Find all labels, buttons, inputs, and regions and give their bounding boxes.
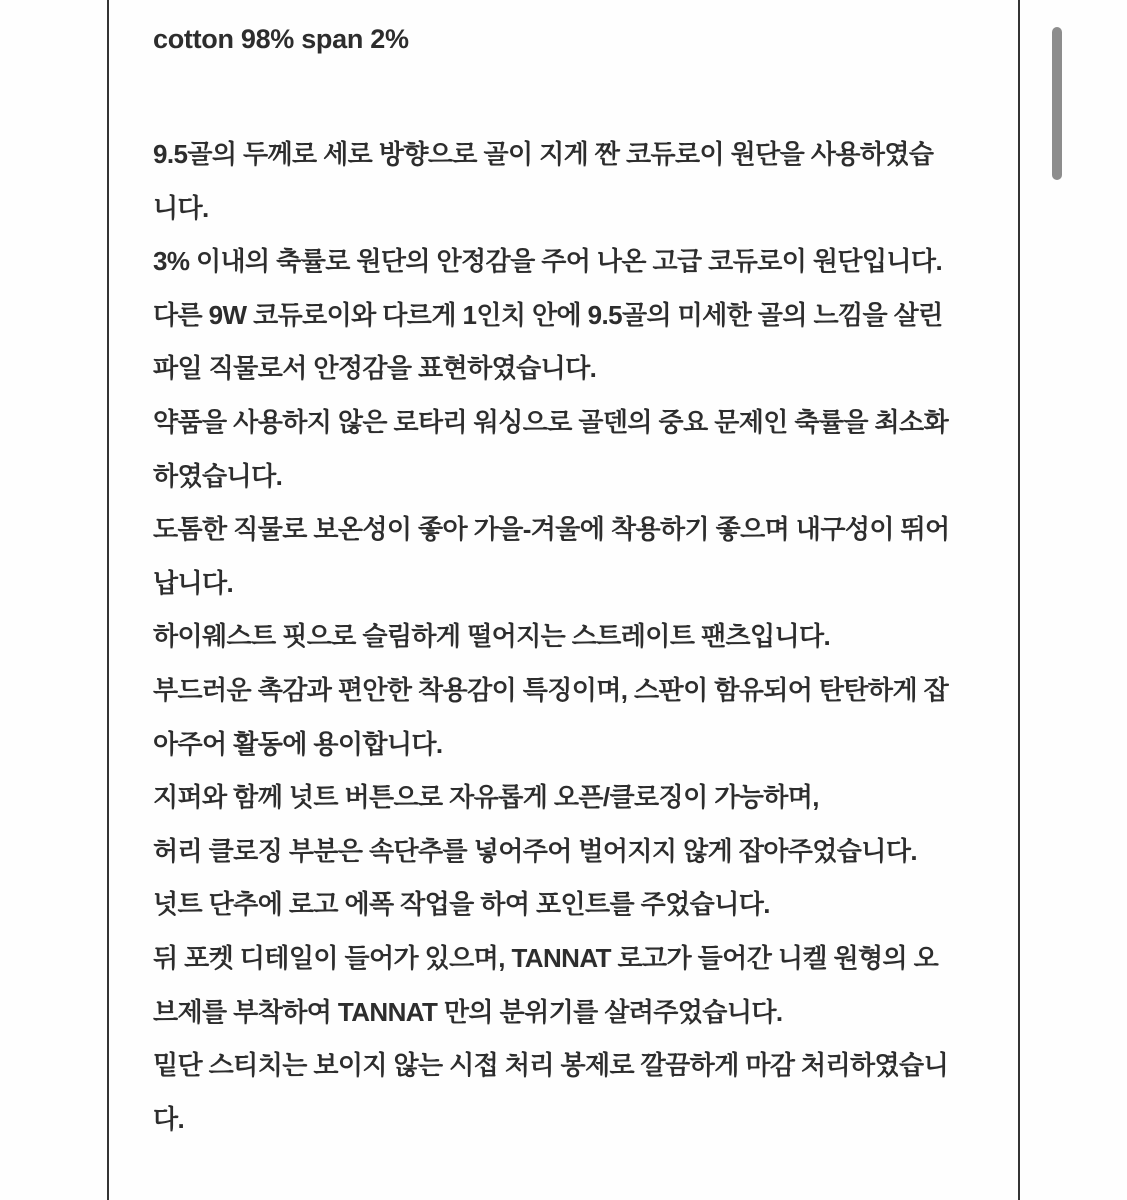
content-frame-right-border — [1018, 0, 1020, 1200]
text-line: 하이웨스트 핏으로 슬림하게 떨어지는 스트레이트 팬츠입니다. — [153, 621, 831, 652]
text-line: 3% 이내의 축률로 원단의 안정감을 주어 나온 고급 코듀로이 원단입니다. — [153, 246, 943, 277]
scrollbar-thumb[interactable] — [1052, 27, 1062, 180]
text-line: 지퍼와 함께 넛트 버튼으로 자유롭게 오픈/클로징이 가능하며, — [153, 782, 819, 813]
text-line: 도톰한 직물로 보온성이 좋아 가을-겨울에 착용하기 좋으며 내구성이 뛰어 — [153, 514, 950, 545]
product-description-section — [153, 22, 993, 1146]
text-line: 넛트 단추에 로고 에폭 작업을 하여 포인트를 주었습니다. — [153, 889, 770, 920]
text-line: 납니다. — [153, 567, 234, 598]
text-line: 다른 9W 코듀로이와 다르게 1인치 안에 9.5골의 미세한 골의 느낌을 살린 — [153, 299, 943, 330]
text-line: 뒤 포켓 디테일이 들어가 있으며, TANNAT 로고가 들어간 니켈 원형의 오 — [153, 942, 939, 973]
text-line: 9.5골의 두께로 세로 방향으로 골이 지게 짠 코듀로이 원단을 사용하였습 — [153, 139, 934, 169]
text-line: 약품을 사용하지 않은 로타리 워싱으로 골덴의 중요 문제인 축률을 최소화 — [153, 406, 949, 437]
text-line: 부드러운 촉감과 편안한 착용감이 특징이며, 스판이 함유되어 탄탄하게 잡 — [153, 674, 949, 705]
text-line: 니다. — [153, 192, 209, 223]
text-line: 브제를 부착하여 TANNAT 만의 분위기를 살려주었습니다. — [153, 996, 783, 1027]
content-frame-left-border — [107, 0, 109, 1200]
text-line: 다. — [153, 1103, 185, 1134]
text-line: 하였습니다. — [153, 460, 283, 491]
text-line: 허리 클로징 부분은 속단추를 넣어주어 벌어지지 않게 잡아주었습니다. — [153, 835, 917, 866]
description-text-block — [153, 128, 993, 1146]
text-line: 밑단 스티치는 보이지 않는 시접 처리 봉제로 깔끔하게 마감 처리하였습니 — [153, 1050, 949, 1081]
text-line: 파일 직물로서 안정감을 표현하였습니다. — [153, 353, 597, 384]
text-line: 아주어 활동에 용이합니다. — [153, 728, 443, 759]
fabric-composition-text: cotton 98% span 2% — [153, 24, 409, 54]
